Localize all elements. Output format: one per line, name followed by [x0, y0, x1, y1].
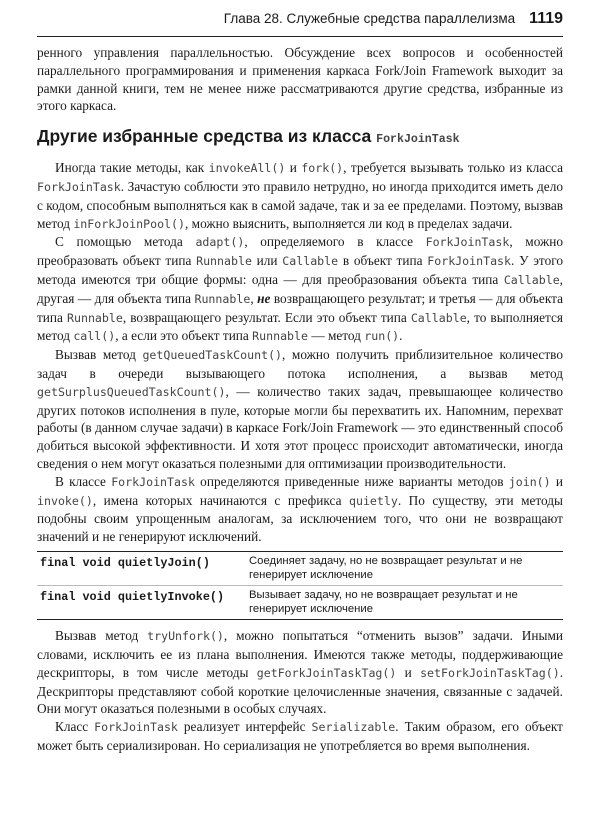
- method-signature: final void quietlyInvoke(): [40, 590, 225, 605]
- code-run: run(): [364, 329, 400, 344]
- code-forkjointask: ForkJoinTask: [37, 179, 121, 194]
- code-getforkjointasktag: getForkJoinTaskTag(): [256, 665, 397, 680]
- paragraph-2: С помощью метода adapt(), определяемого в классе ForkJoinTask, можно преобразовать объект типа Runnable или Callable в объект типа ForkJoinTask. У этого метода имеются три общие формы: одна — для преобразования объекта типа Callable, другая — для объекта типа Runnable, не возвращающего результат; и третья — для объекта типа Runnable, возвращающего результат. Если это объект типа Callable, то выполняется метод call(), а если это объект типа Runnable — метод run().: [37, 234, 563, 344]
- paragraph-6: Класс ForkJoinTask реализует интерфейс Serializable. Таким образом, его объект может быть сериализирован. Но сериализация не употребляется во время выполнения.: [37, 719, 563, 754]
- code-serializable: Serializable: [311, 720, 396, 735]
- intro-paragraph: ренного управления параллельностью. Обсуждение всех вопросов и особенностей параллельного программирования и применения каркаса Fork/Join Framework выходит за рамки данной книги, тем не менее ниже рассматриваются другие средства, избранные из этого каркаса.: [37, 45, 563, 114]
- method-description: Вызывает задачу, но не возвращает результат и не генерирует исключение: [249, 589, 518, 615]
- page-number: 1119: [529, 10, 563, 27]
- chapter-title: Глава 28. Служебные средства параллелизма: [223, 11, 516, 26]
- code-tryunfork: tryUnfork(): [147, 629, 224, 644]
- code-setforkjointasktag: setForkJoinTaskTag(): [420, 665, 560, 680]
- method-signature: final void quietlyJoin(): [37, 551, 246, 585]
- table-row: [37, 551, 563, 585]
- section-heading-class: ForkJoinTask: [376, 133, 460, 147]
- methods-table: [37, 551, 563, 620]
- section-heading-text: Другие избранные средства из класса: [37, 126, 377, 147]
- code-inforkjoinpool: inForkJoinPool(): [73, 216, 185, 231]
- code-adapt: adapt(): [195, 235, 245, 250]
- paragraph-4: В классе ForkJoinTask определяются приведенные ниже варианты методов join() и invoke(), имена которых начинаются с префикса quietly. По существу, эти методы подобны своим упрощенным аналогам, за исключением того, что они не возвращают значений и не генерируют исключений.: [37, 473, 563, 545]
- code-join: join(): [508, 474, 551, 489]
- code-getqueuedtaskcount: getQueuedTaskCount(): [142, 348, 283, 363]
- section-heading: [37, 125, 563, 151]
- code-fork: fork(): [301, 161, 344, 176]
- book-page: [37, 10, 563, 755]
- table-row: [37, 586, 563, 620]
- emphasis-not: не: [257, 290, 271, 306]
- paragraph-3: Вызвав метод getQueuedTaskCount(), можно получить приблизительное количество задач в очереди вызывающего потока исполнения, а вызвав метод getSurplusQueuedTaskCount(), — количество таких задач, превышающее количество других потоков исполнения в пуле, которые могли бы перехватить их. Напомним, перехват работы (в данном случае задачи) в каркасе Fork/Join Framework — это единственный способ добиться высокой эффективности. И хотя этот процесс происходит автоматически, иногда сведения о нем могут оказаться полезными для оптимизации производительности.: [37, 347, 563, 471]
- method-description: Соединяет задачу, но не возвращает результат и не генерирует исключение: [246, 551, 563, 585]
- code-invoke: invoke(): [37, 493, 93, 508]
- paragraph-1: Иногда такие методы, как invokeAll() и fork(), требуется вызывать только из класса ForkJoinTask. Зачастую соблюсти это правило нетрудно, но иногда приходится иметь дело с кодом, способным выполняться как в самой задаче, так и за ее пределами. Поэтому, вызвав метод inForkJoinPool(), можно выяснить, выполняется ли код в пределах задачи.: [37, 160, 563, 231]
- code-invokeall: invokeAll(): [208, 161, 286, 176]
- code-quietly: quietly: [348, 493, 398, 508]
- paragraph-5: Вызвав метод tryUnfork(), можно попытаться “отменить вызов” задачи. Иными словами, исключить ее из плана выполнения. Имеются также методы, поддерживающие дескрипторы, в том числе методы getForkJoinTaskTag() и setForkJoinTaskTag(). Дескрипторы представляют собой короткие целочисленные значения, связанные с задачей. Они могут оказаться полезными в особых случаях.: [37, 628, 564, 717]
- running-head: [37, 10, 563, 37]
- code-getsurplusqueuedtaskcount: getSurplusQueuedTaskCount(): [37, 384, 226, 399]
- code-call: call(): [73, 329, 116, 344]
